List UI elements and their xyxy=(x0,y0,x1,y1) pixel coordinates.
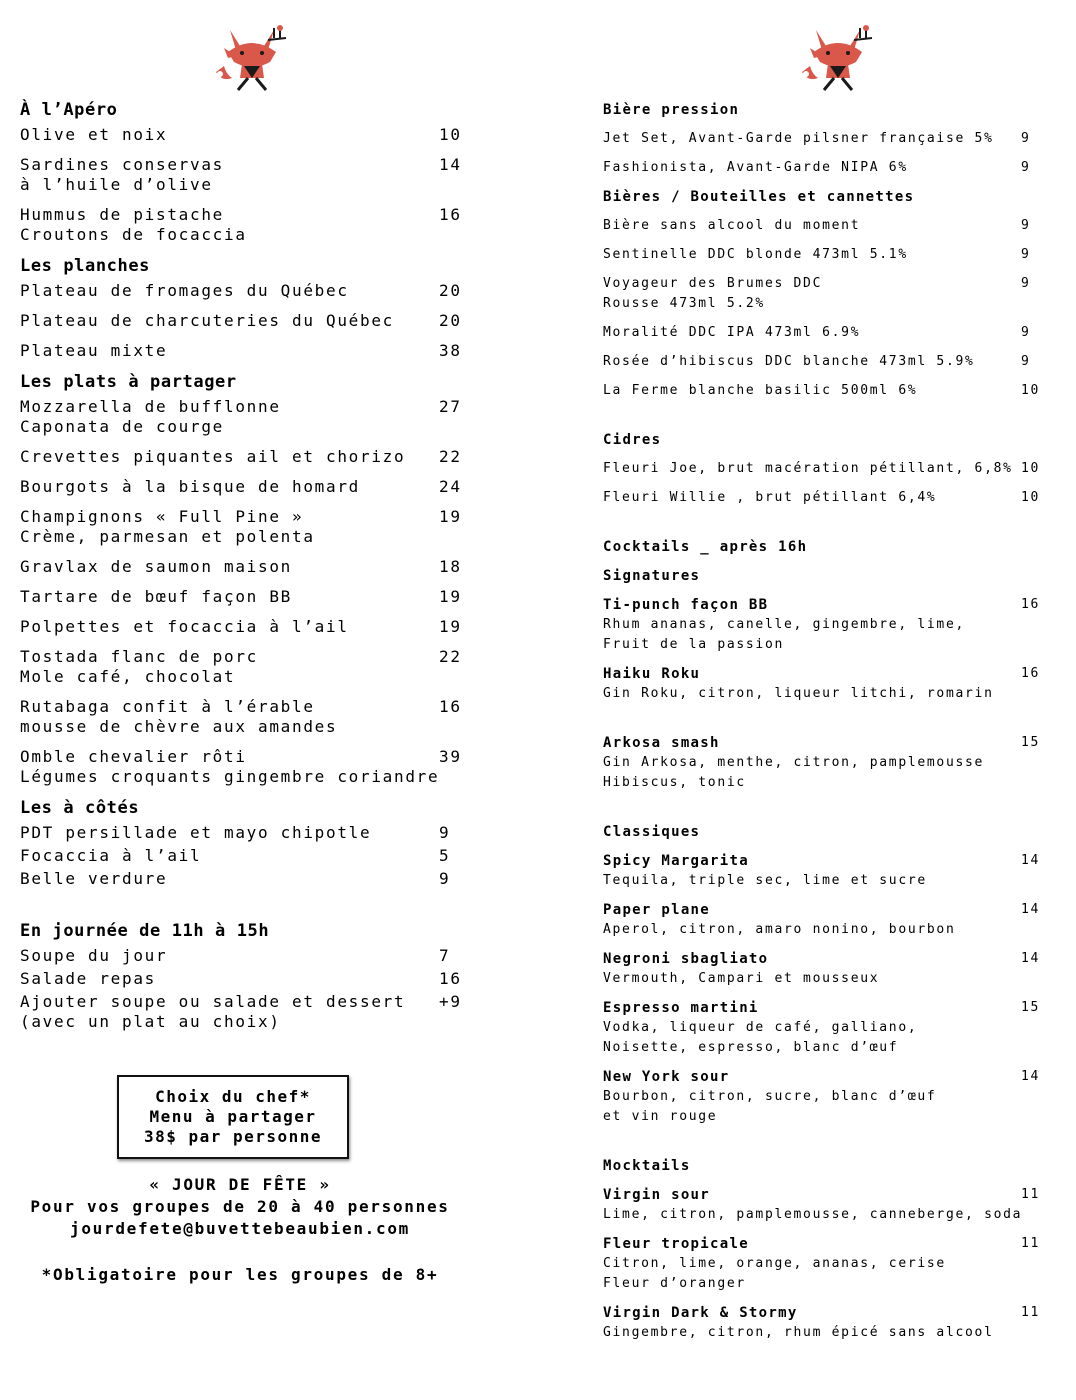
menu-item xyxy=(20,823,520,843)
menu-item xyxy=(603,664,1043,704)
item-name: Sardines conservas xyxy=(20,155,224,174)
item-description: Noisette, espresso, blanc d’œuf xyxy=(603,1040,899,1055)
food-menu-list xyxy=(20,99,520,1035)
item-description: Rousse 473ml 5.2% xyxy=(603,296,765,311)
item-description: Bourbon, citron, sucre, blanc d’œuf xyxy=(603,1089,937,1104)
item-price: 19 xyxy=(439,617,462,636)
item-description: Gin Arkosa, menthe, citron, pamplemousse xyxy=(603,755,985,770)
item-price: 20 xyxy=(439,281,462,300)
item-name: Arkosa smash xyxy=(603,735,720,751)
item-name: La Ferme blanche basilic 500ml 6% xyxy=(603,383,918,398)
drinks-menu-list xyxy=(603,100,1043,1352)
item-price: 15 xyxy=(1021,1000,1041,1015)
item-price: 9 xyxy=(1021,247,1031,262)
item-description: Mole café, chocolat xyxy=(20,667,236,686)
menu-item xyxy=(20,311,520,331)
item-name: Tostada flanc de porc xyxy=(20,647,258,666)
item-price: 11 xyxy=(1021,1236,1041,1251)
item-name: Virgin sour xyxy=(603,1187,711,1203)
fete-groups-text: Pour vos groupes de 20 à 40 personnes xyxy=(30,1197,450,1216)
item-name: PDT persillade et mayo chipotle xyxy=(20,823,372,842)
menu-item xyxy=(20,647,520,687)
item-price: +9 xyxy=(439,992,462,1011)
item-price: 14 xyxy=(1021,951,1041,966)
chef-box-line: 38$ par personne xyxy=(143,1127,323,1146)
item-description: Aperol, citron, amaro nonino, bourbon xyxy=(603,922,956,937)
item-description: Fruit de la passion xyxy=(603,637,785,652)
chef-box-line: Choix du chef* xyxy=(155,1087,311,1106)
menu-item xyxy=(603,595,1043,655)
item-name: New York sour xyxy=(603,1069,730,1085)
item-name: Plateau mixte xyxy=(20,341,168,360)
item-price: 9 xyxy=(1021,354,1031,369)
item-name: Bourgots à la bisque de homard xyxy=(20,477,360,496)
menu-item xyxy=(603,949,1043,989)
menu-item xyxy=(20,281,520,301)
item-price: 16 xyxy=(439,205,462,224)
item-price: 14 xyxy=(439,155,462,174)
item-price: 19 xyxy=(439,587,462,606)
menu-item xyxy=(603,1067,1043,1127)
item-price: 18 xyxy=(439,557,462,576)
item-price: 14 xyxy=(1021,902,1041,917)
menu-item xyxy=(20,587,520,607)
menu-item xyxy=(603,274,1043,314)
item-name: Rutabaga confit à l’érable xyxy=(20,697,315,716)
menu-item xyxy=(20,969,520,989)
item-description: Gin Roku, citron, liqueur litchi, romarin xyxy=(603,686,994,701)
item-price: 20 xyxy=(439,311,462,330)
fox-waiter-logo-icon xyxy=(214,22,290,92)
item-price: 16 xyxy=(1021,666,1041,681)
menu-item xyxy=(603,900,1043,940)
item-name: Fleuri Joe, brut macération pétillant, 6,8% xyxy=(603,461,1013,476)
item-name: Ajouter soupe ou salade et dessert xyxy=(20,992,406,1011)
item-price: 19 xyxy=(439,507,462,526)
item-price: 11 xyxy=(1021,1187,1041,1202)
menu-item xyxy=(20,946,520,966)
menu-item xyxy=(603,381,1043,401)
item-description: et vin rouge xyxy=(603,1109,718,1124)
item-name: Crevettes piquantes ail et chorizo xyxy=(20,447,406,466)
item-price: 16 xyxy=(439,697,462,716)
item-name: Voyageur des Brumes DDC xyxy=(603,276,823,291)
item-description: Crème, parmesan et polenta xyxy=(20,527,315,546)
item-name: Fleur tropicale xyxy=(603,1236,749,1252)
item-price: 5 xyxy=(439,846,451,865)
menu-item xyxy=(20,869,520,889)
section-title-journee: En journée de 11h à 15h xyxy=(20,921,270,941)
item-name: Tartare de bœuf façon BB xyxy=(20,587,292,606)
section-title-cidres: Cidres xyxy=(603,432,662,448)
item-name: Spicy Margarita xyxy=(603,853,749,869)
menu-item xyxy=(20,507,520,547)
menu-item xyxy=(603,1234,1043,1294)
menu-item xyxy=(20,846,520,866)
item-price: 16 xyxy=(1021,597,1041,612)
item-price: 16 xyxy=(439,969,462,988)
section-title-classiques: Classiques xyxy=(603,824,701,840)
item-name: Negroni sbagliato xyxy=(603,951,769,967)
menu-item xyxy=(603,323,1043,343)
item-name: Champignons « Full Pine » xyxy=(20,507,304,526)
menu-item xyxy=(603,352,1043,372)
chef-choice-box xyxy=(117,1075,349,1159)
item-price: 38 xyxy=(439,341,462,360)
item-name: Olive et noix xyxy=(20,125,168,144)
item-name: Plateau de charcuteries du Québec xyxy=(20,311,394,330)
section-title-cocktails: Cocktails _ après 16h xyxy=(603,539,808,555)
item-name: Fleuri Willie , brut pétillant 6,4% xyxy=(603,490,937,505)
menu-item xyxy=(603,1303,1043,1343)
item-price: 9 xyxy=(439,869,451,888)
item-description: Citron, lime, orange, ananas, cerise xyxy=(603,1256,946,1271)
item-name: Ti-punch façon BB xyxy=(603,597,769,613)
menu-item xyxy=(603,216,1043,236)
item-description: Gingembre, citron, rhum épicé sans alcool xyxy=(603,1325,994,1340)
item-description: Rhum ananas, canelle, gingembre, lime, xyxy=(603,617,966,632)
item-name: Gravlax de saumon maison xyxy=(20,557,292,576)
menu-item xyxy=(603,998,1043,1058)
item-name: Haiku Roku xyxy=(603,666,701,682)
item-name: Omble chevalier rôti xyxy=(20,747,247,766)
item-name: Moralité DDC IPA 473ml 6.9% xyxy=(603,325,861,340)
item-description: à l’huile d’olive xyxy=(20,175,213,194)
item-price: 9 xyxy=(1021,276,1031,291)
item-price: 9 xyxy=(1021,218,1031,233)
fete-note: *Obligatoire pour les groupes de 8+ xyxy=(41,1265,439,1284)
menu-item xyxy=(20,447,520,467)
item-price: 14 xyxy=(1021,1069,1041,1084)
section-title-planches: Les planches xyxy=(20,256,151,276)
fox-waiter-logo-icon xyxy=(800,22,876,92)
menu-item xyxy=(20,697,520,737)
item-description: Légumes croquants gingembre coriandre xyxy=(20,767,440,786)
item-description: (avec un plat au choix) xyxy=(20,1012,281,1031)
item-price: 24 xyxy=(439,477,462,496)
menu-item xyxy=(603,733,1043,793)
item-description: Vermouth, Campari et mousseux xyxy=(603,971,880,986)
item-price: 10 xyxy=(1021,490,1041,505)
item-price: 14 xyxy=(1021,853,1041,868)
menu-item xyxy=(603,851,1043,891)
item-description: Caponata de courge xyxy=(20,417,224,436)
item-price: 39 xyxy=(439,747,462,766)
item-name: Hummus de pistache xyxy=(20,205,224,224)
item-description: Tequila, triple sec, lime et sucre xyxy=(603,873,927,888)
item-description: Fleur d’oranger xyxy=(603,1276,746,1291)
item-price: 10 xyxy=(1021,461,1041,476)
item-name: Salade repas xyxy=(20,969,156,988)
section-title-apero: À l’Apéro xyxy=(20,100,118,120)
fete-title: « JOUR DE FÊTE » xyxy=(149,1175,331,1194)
menu-item xyxy=(603,158,1043,178)
menu-item xyxy=(603,129,1043,149)
item-name: Rosée d’hibiscus DDC blanche 473ml 5.9% xyxy=(603,354,975,369)
item-name: Virgin Dark & Stormy xyxy=(603,1305,798,1321)
item-price: 10 xyxy=(1021,383,1041,398)
item-description: Croutons de focaccia xyxy=(20,225,247,244)
section-title-biere-pression: Bière pression xyxy=(603,102,740,118)
item-name: Bière sans alcool du moment xyxy=(603,218,861,233)
item-price: 7 xyxy=(439,946,451,965)
item-description: Vodka, liqueur de café, galliano, xyxy=(603,1020,918,1035)
menu-item xyxy=(20,992,520,1032)
jour-de-fete-block xyxy=(20,1174,460,1286)
menu-item xyxy=(603,245,1043,265)
item-price: 22 xyxy=(439,647,462,666)
menu-item xyxy=(20,205,520,245)
item-name: Belle verdure xyxy=(20,869,168,888)
item-name: Fashionista, Avant-Garde NIPA 6% xyxy=(603,160,908,175)
item-price: 22 xyxy=(439,447,462,466)
menu-item xyxy=(20,747,520,787)
menu-item xyxy=(20,397,520,437)
item-price: 9 xyxy=(1021,131,1031,146)
chef-box-line: Menu à partager xyxy=(149,1107,317,1126)
item-description: Lime, citron, pamplemousse, canneberge, soda xyxy=(603,1207,1023,1222)
item-price: 11 xyxy=(1021,1305,1041,1320)
menu-item xyxy=(603,459,1043,479)
menu-item xyxy=(20,341,520,361)
fete-email: jourdefete@buvettebeaubien.com xyxy=(70,1219,410,1238)
menu-item xyxy=(20,617,520,637)
item-name: Mozzarella de bufflonne xyxy=(20,397,281,416)
item-name: Soupe du jour xyxy=(20,946,168,965)
item-price: 15 xyxy=(1021,735,1041,750)
section-title-cotes: Les à côtés xyxy=(20,798,140,818)
item-price: 9 xyxy=(1021,160,1031,175)
item-price: 9 xyxy=(1021,325,1031,340)
menu-item xyxy=(20,125,520,145)
item-price: 10 xyxy=(439,125,462,144)
item-description: Hibiscus, tonic xyxy=(603,775,746,790)
section-title-plats: Les plats à partager xyxy=(20,372,237,392)
item-name: Jet Set, Avant-Garde pilsner française 5% xyxy=(603,131,994,146)
section-subtitle-signatures: Signatures xyxy=(603,568,701,584)
item-name: Paper plane xyxy=(603,902,711,918)
item-name: Polpettes et focaccia à l’ail xyxy=(20,617,349,636)
menu-item xyxy=(603,488,1043,508)
item-name: Espresso martini xyxy=(603,1000,759,1016)
item-price: 9 xyxy=(439,823,451,842)
item-name: Plateau de fromages du Québec xyxy=(20,281,349,300)
menu-item xyxy=(603,1185,1043,1225)
menu-item xyxy=(20,557,520,577)
item-price: 27 xyxy=(439,397,462,416)
item-name: Focaccia à l’ail xyxy=(20,846,202,865)
menu-item xyxy=(20,155,520,195)
item-description: mousse de chèvre aux amandes xyxy=(20,717,338,736)
menu-item xyxy=(20,477,520,497)
section-title-mocktails: Mocktails xyxy=(603,1158,691,1174)
item-name: Sentinelle DDC blonde 473ml 5.1% xyxy=(603,247,908,262)
section-title-bieres-bouteilles: Bières / Bouteilles et cannettes xyxy=(603,189,915,205)
